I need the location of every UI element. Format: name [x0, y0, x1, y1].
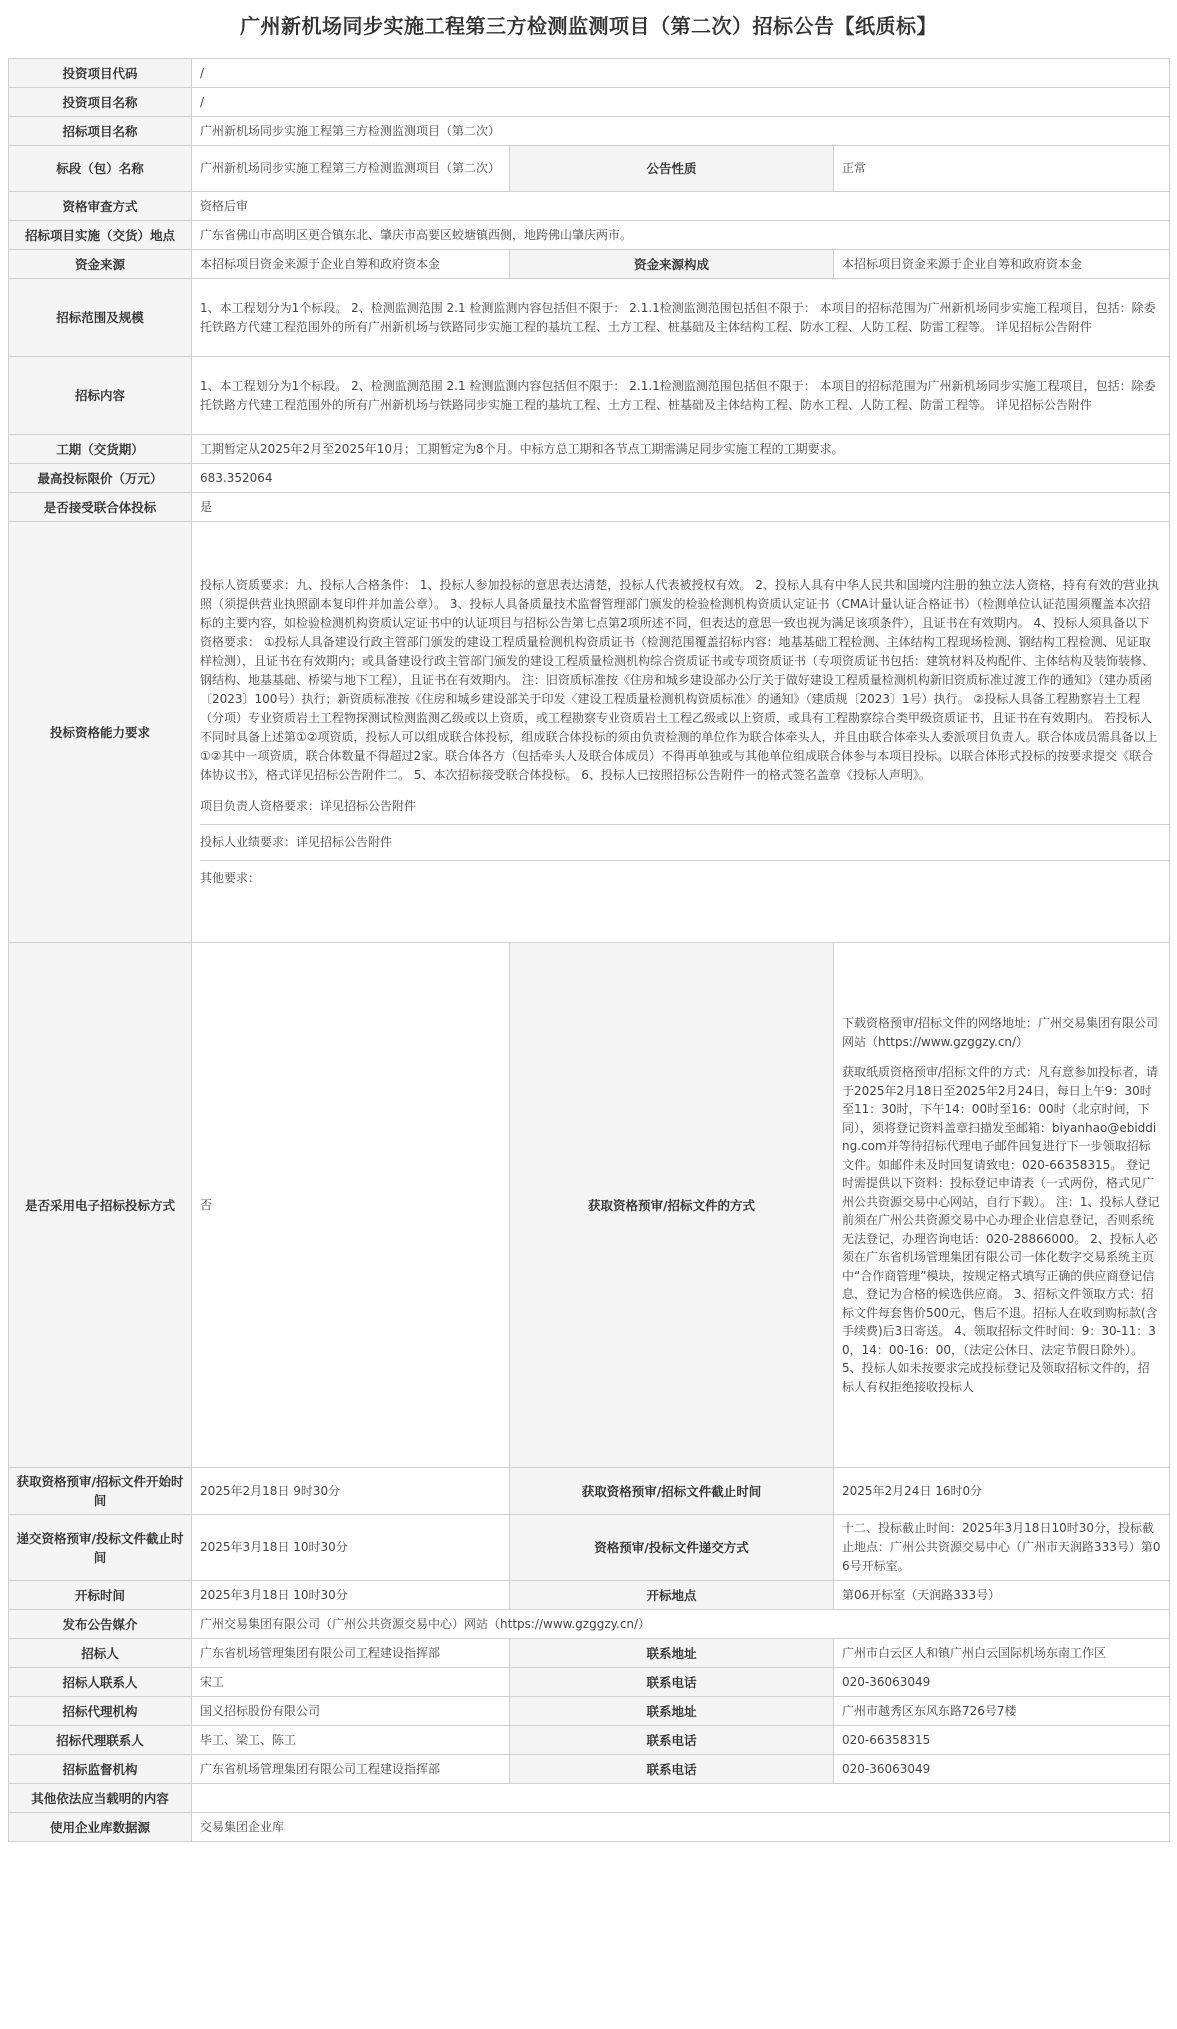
notice-table	[8, 58, 1170, 1842]
field-value: 本招标项目资金来源于企业自筹和政府资本金	[834, 250, 1170, 279]
field-label: 投资项目名称	[9, 88, 192, 117]
field-label: 招标项目名称	[9, 117, 192, 146]
field-label: 招标人联系人	[9, 1668, 192, 1697]
field-label: 联系地址	[510, 1639, 834, 1668]
field-label: 获取资格预审/招标文件开始时间	[9, 1468, 192, 1515]
field-label: 联系地址	[510, 1697, 834, 1726]
table-row	[9, 279, 1170, 357]
paper-document-method: 获取纸质资格预审/招标文件的方式：凡有意参加投标者，请于2025年2月18日至2025年2月24日，每日上午9：30时至11：30时，下午14：00时至16：00时（北京时间，下同），须将登记资料盖章扫描发至邮箱：biyanhao@ebidding.com并等待招标代理电子邮件回复进行下一步领取招标文件。如邮件未及时回复请致电：020-66358315。 登记时需提供以下资料：投标登记申请表（一式两份，格式见广州公共资源交易中心网站，自行下载）。 注：1、投标人登记前须在广州公共资源交易中心办理企业信息登记，否则系统无法登记，办理咨询电话：020-28866000。 2、投标人必须在广东省机场管理集团有限公司一体化数字交易系统主页中“合作商管理”模块，按规定格式填写正确的供应商登记信息，登记为合格的候选供应商。 3、招标文件领取方式：招标文件每套售价500元，售后不退。招标人在收到购标款(含手续费)后3日寄送。 4、领取招标文件时间：9：30-11：30，14：00-16：00，（法定公休日、法定节假日除外）。 5、投标人如未按要求完成投标登记及领取招标文件的，招标人有权拒绝接收投标人	[842, 1065, 1160, 1394]
document-method-cell	[834, 943, 1170, 1468]
field-value: /	[192, 59, 1170, 88]
field-label: 获取资格预审/招标文件截止时间	[510, 1468, 834, 1515]
field-label: 其他依法应当载明的内容	[9, 1784, 192, 1813]
field-label: 联系电话	[510, 1726, 834, 1755]
field-value: 广州交易集团有限公司（广州公共资源交易中心）网站（https://www.gzggzy.cn/）	[192, 1610, 1170, 1639]
field-value: 广州新机场同步实施工程第三方检测监测项目（第二次）	[192, 146, 510, 192]
field-value: 1、本工程划分为1个标段。 2、检测监测范围 2.1 检测监测内容包括但不限于： 2.1.1检测监测范围包括但不限于： 本项目的招标范围为广州新机场同步实施工程项目，包括：除委托铁路方代建工程范围外的所有广州新机场与铁路同步实施工程的基坑工程、土方工程、桩基础及主体结构工程、防水工程、人防工程、防雷工程等。 详见招标公告附件	[192, 357, 1170, 435]
field-value: 广州新机场同步实施工程第三方检测监测项目（第二次）	[192, 117, 1170, 146]
field-value: 020-36063049	[834, 1755, 1170, 1784]
field-value: 2025年3月18日 10时30分	[192, 1581, 510, 1610]
field-label: 招标代理联系人	[9, 1726, 192, 1755]
field-value: 十二、投标截止时间：2025年3月18日10时30分，投标截止地点：广州公共资源交易中心（广州市天润路333号）第06号开标室。	[834, 1515, 1170, 1581]
table-row	[9, 493, 1170, 522]
field-label: 招标内容	[9, 357, 192, 435]
field-value: 国义招标股份有限公司	[192, 1697, 510, 1726]
table-row	[9, 146, 1170, 192]
field-label: 资金来源	[9, 250, 192, 279]
table-row	[9, 1726, 1170, 1755]
table-row	[9, 943, 1170, 1468]
field-value: 宋工	[192, 1668, 510, 1697]
qualification-text: 投标人资质要求：九、投标人合格条件： 1、投标人参加投标的意思表达清楚，投标人代表被授权有效。 2、投标人具有中华人民共和国境内注册的独立法人资格，持有有效的营业执照（须提供营业执照副本复印件并加盖公章）。 3、投标人具备质量技术监督管理部门颁发的检验检测机构资质认定证书（CMA计量认证合格证书）（检测单位认证范围须覆盖本次招标的主要内容，如检验检测机构资质认定证书中的认证项目与招标公告第七点第2项所述不同，但表达的意思一致也视为满足该项条件），且证书在有效期内。 4、投标人须具备以下资格要求： ①投标人具备建设行政主管部门颁发的建设工程质量检测机构资质证书（检测范围覆盖招标内容：地基基础工程检测、主体结构工程现场检测、钢结构工程检测、见证取样检测），且证书在有效期内；或具备建设行政主管部门颁发的建设工程质量检测机构综合资质证书或专项资质证书（专项资质证书包括：建筑材料及构配件、主体结构及装饰装修、钢结构、地基基础、桥梁与地下工程），且证书在有效期内。 注：旧资质标准按《住房和城乡建设部办公厅关于做好建设工程质量检测机构新旧资质标准过渡工作的通知》（建办质函〔2023〕100号）执行；新资质标准按《住房和城乡建设部关于印发〈建设工程质量检测机构资质标准〉的通知》（建质规〔2023〕1号）执行。 ②投标人具备工程勘察岩土工程（分项）专业资质岩土工程物探测试检测监测乙级或以上资质，或工程勘察专业资质岩土工程乙级或以上资质，或具有工程勘察综合类甲级资质证书，且证书在有效期内。 若投标人不同时具备上述第①②项资质，投标人可以组成联合体投标，组成联合体投标的须由负责检测的单位作为联合体牵头人，并且由联合体牵头人委派项目负责人。联合体成员需具备以上①②其中一项资质，联合体数量不得超过2家。联合体各方（包括牵头人及联合体成员）不得再单独或与其他单位组成联合体参与本项目投标。以联合体形式投标的按要求提交《联合体协议书》，格式详见招标公告附件二。 5、本次招标接受联合体投标。 6、投标人已按照招标公告附件一的格式签名盖章《投标人声明》。	[200, 578, 1159, 782]
table-row	[9, 464, 1170, 493]
field-value: 否	[192, 943, 510, 1468]
field-label: 招标项目实施（交货）地点	[9, 221, 192, 250]
table-row	[9, 88, 1170, 117]
table-row	[9, 1515, 1170, 1581]
field-value: 2025年2月18日 9时30分	[192, 1468, 510, 1515]
table-row	[9, 1639, 1170, 1668]
field-label: 获取资格预审/招标文件的方式	[510, 943, 834, 1468]
field-label: 招标范围及规模	[9, 279, 192, 357]
field-value: 广州市越秀区东风东路726号7楼	[834, 1697, 1170, 1726]
qualification-cell	[192, 522, 1170, 943]
table-row	[9, 1610, 1170, 1639]
performance-requirement: 投标人业绩要求：详见招标公告附件	[200, 824, 1169, 860]
field-value: 第06开标室（天润路333号）	[834, 1581, 1170, 1610]
field-value: 广东省佛山市高明区更合镇东北、肇庆市高要区蛟塘镇西侧，地跨佛山肇庆两市。	[192, 221, 1170, 250]
field-label: 工期（交货期）	[9, 435, 192, 464]
field-value: 2025年3月18日 10时30分	[192, 1515, 510, 1581]
field-label: 标段（包）名称	[9, 146, 192, 192]
field-value: 1、本工程划分为1个标段。 2、检测监测范围 2.1 检测监测内容包括但不限于： 2.1.1检测监测范围包括但不限于： 本项目的招标范围为广州新机场同步实施工程项目，包括：除委托铁路方代建工程范围外的所有广州新机场与铁路同步实施工程的基坑工程、土方工程、桩基础及主体结构工程、防水工程、人防工程、防雷工程等。 详见招标公告附件	[192, 279, 1170, 357]
field-value: 683.352064	[192, 464, 1170, 493]
table-row	[9, 1784, 1170, 1813]
field-value: 本招标项目资金来源于企业自筹和政府资本金	[192, 250, 510, 279]
download-address: 下载资格预审/招标文件的网络地址：广州交易集团有限公司网站（https://www.gzggzy.cn/）	[842, 1016, 1159, 1049]
field-value: 工期暂定从2025年2月至2025年10月；工期暂定为8个月。中标方总工期和各节点工期需满足同步实施工程的工期要求。	[192, 435, 1170, 464]
field-label: 是否接受联合体投标	[9, 493, 192, 522]
field-value: 020-66358315	[834, 1726, 1170, 1755]
field-label: 联系电话	[510, 1755, 834, 1784]
field-value: 020-36063049	[834, 1668, 1170, 1697]
field-label: 资金来源构成	[510, 250, 834, 279]
field-value: 交易集团企业库	[192, 1813, 1170, 1842]
field-label: 投资项目代码	[9, 59, 192, 88]
table-row	[9, 192, 1170, 221]
qualification-block	[200, 568, 1169, 824]
table-row	[9, 1813, 1170, 1842]
table-row	[9, 221, 1170, 250]
field-label: 是否采用电子招标投标方式	[9, 943, 192, 1468]
table-row	[9, 1697, 1170, 1726]
other-requirement: 其他要求：	[200, 860, 1169, 896]
field-label: 资格审查方式	[9, 192, 192, 221]
field-value: 毕工、梁工、陈工	[192, 1726, 510, 1755]
table-row	[9, 522, 1170, 943]
field-value: 2025年2月24日 16时0分	[834, 1468, 1170, 1515]
field-label: 递交资格预审/投标文件截止时间	[9, 1515, 192, 1581]
field-value: 广东省机场管理集团有限公司工程建设指挥部	[192, 1639, 510, 1668]
field-label: 资格预审/投标文件递交方式	[510, 1515, 834, 1581]
field-value	[192, 1784, 1170, 1813]
page-title: 广州新机场同步实施工程第三方检测监测项目（第二次）招标公告【纸质标】	[240, 14, 937, 38]
table-row	[9, 357, 1170, 435]
field-label: 使用企业库数据源	[9, 1813, 192, 1842]
table-row	[9, 1668, 1170, 1697]
project-manager-requirement: 项目负责人资格要求：详见招标公告附件	[200, 799, 417, 813]
field-label: 发布公告媒介	[9, 1610, 192, 1639]
table-row	[9, 59, 1170, 88]
field-label: 投标资格能力要求	[9, 522, 192, 943]
table-row	[9, 1468, 1170, 1515]
field-value: 广东省机场管理集团有限公司工程建设指挥部	[192, 1755, 510, 1784]
table-row	[9, 1581, 1170, 1610]
field-label: 公告性质	[510, 146, 834, 192]
field-value: 是	[192, 493, 1170, 522]
field-label: 最高投标限价（万元）	[9, 464, 192, 493]
field-label: 开标地点	[510, 1581, 834, 1610]
field-label: 招标人	[9, 1639, 192, 1668]
field-label: 招标监督机构	[9, 1755, 192, 1784]
table-row	[9, 250, 1170, 279]
table-row	[9, 435, 1170, 464]
field-value: 广州市白云区人和镇广州白云国际机场东南工作区	[834, 1639, 1170, 1668]
table-row	[9, 1755, 1170, 1784]
field-value: 正常	[834, 146, 1170, 192]
field-value: /	[192, 88, 1170, 117]
field-label: 联系电话	[510, 1668, 834, 1697]
field-label: 招标代理机构	[9, 1697, 192, 1726]
field-value: 资格后审	[192, 192, 1170, 221]
table-row	[9, 117, 1170, 146]
field-label: 开标时间	[9, 1581, 192, 1610]
